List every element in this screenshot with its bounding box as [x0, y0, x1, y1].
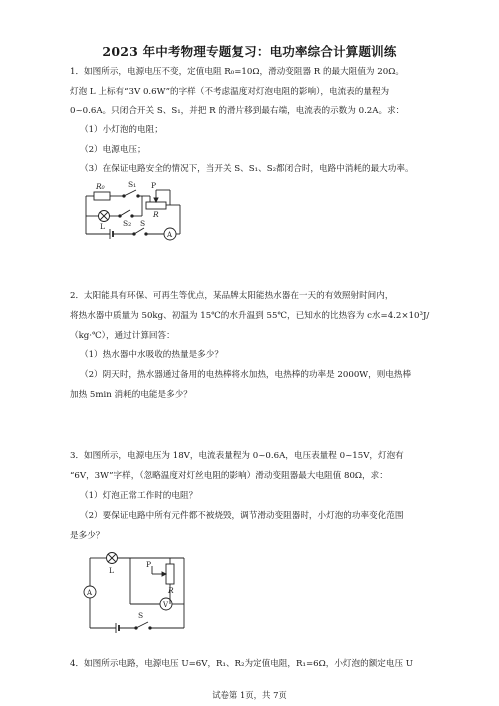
q1-line-2: 灯泡 L 上标有“3V 0.6W”的字样（不考虑温度对灯泡电阻的影响），电流表的量程为 [70, 87, 390, 97]
rheostat-r-q3 [166, 564, 174, 584]
label-s1: S₁ [128, 180, 137, 189]
label-a-q3: A [87, 589, 93, 597]
q1-line-1: 1．如图所示，电源电压不变，定值电阻 R₀=10Ω，滑动变阻器 R 的最大阻值为 20Ω。 [70, 67, 404, 77]
q2-sub-1: （1）热水器中水吸收的热量是多少？ [80, 350, 223, 360]
label-p-q3: P [146, 560, 152, 569]
q1-sub-2: （2）电源电压； [80, 145, 146, 155]
label-r: R [153, 210, 159, 219]
q1-sub-1: （1）小灯泡的电阻； [80, 125, 163, 135]
label-l-q3: L [109, 566, 114, 575]
label-l: L [100, 222, 105, 231]
label-a: A [167, 231, 173, 239]
q1-sub-3: （3）在保证电路安全的情况下，当开关 S、S₁、S₂都闭合时，电路中消耗的最大功率。 [80, 164, 414, 174]
q3-sub-1: （1）灯泡正常工作时的电阻？ [80, 491, 198, 501]
label-r0: R₀ [96, 182, 105, 191]
s1-switch [124, 190, 136, 196]
s-switch [134, 228, 144, 234]
r0-resistor [94, 192, 110, 200]
q3-line-1: 3．如图所示，电源电压为 18V，电流表量程为 0~0.6A，电压表量程 0~15V，灯泡有 [70, 451, 404, 461]
q2-sub-2-cont: 加热 5min 消耗的电能是多少？ [70, 390, 192, 400]
label-v-q3: V [163, 601, 169, 609]
q3-sub-2-cont: 是多少？ [70, 531, 105, 541]
rheostat-r [146, 202, 166, 209]
q1-circuit-diagram [80, 176, 190, 246]
label-r-q3: R [168, 586, 174, 595]
label-s2: S₂ [123, 219, 132, 228]
label-p: P [151, 181, 157, 190]
s2-switch [120, 210, 130, 216]
page-title: 2023 年中考物理专题复习：电功率综合计算题训练 [102, 44, 397, 59]
q2-line-3: （kg·℃），通过计算回答： [70, 331, 175, 341]
q1-line-3: 0~0.6A。只闭合开关 S、S₁，并把 R 的滑片移到最右端，电流表的示数为 0.2A。求： [70, 106, 405, 116]
q3-line-2: “6V，3W”字样，（忽略温度对灯丝电阻的影响）滑动变阻器最大电阻值 80Ω，求： [70, 471, 388, 481]
q2-sub-2: （2）阴天时，热水器通过备用的电热棒将水加热，电热棒的功率是 2000W，则电热棒 [80, 370, 412, 380]
label-s-q3: S [138, 611, 144, 620]
label-s: S [140, 219, 146, 228]
q2-line-1: 2．太阳能具有环保、可再生等优点，某品牌太阳能热水器在一天的有效照射时间内， [70, 291, 394, 301]
q3-sub-2: （2）要保证电路中所有元件都不被烧毁，调节滑动变阻器时，小灯泡的功率变化范围 [80, 511, 404, 521]
q4-line-1: 4．如图所示电路，电源电压 U=6V，R₁、R₂为定值电阻，R₁=6Ω，小灯泡的额定电压 U [70, 659, 414, 669]
s-switch-q3 [136, 622, 148, 628]
q3-circuit-diagram [80, 546, 192, 636]
q2-line-2: 将热水器中质量为 50kg、初温为 15℃的水升温到 55℃，已知水的比热容为 c水=4.2×10³J/ [70, 311, 430, 321]
page-footer: 试卷第 1页，共 7页 [212, 690, 287, 700]
